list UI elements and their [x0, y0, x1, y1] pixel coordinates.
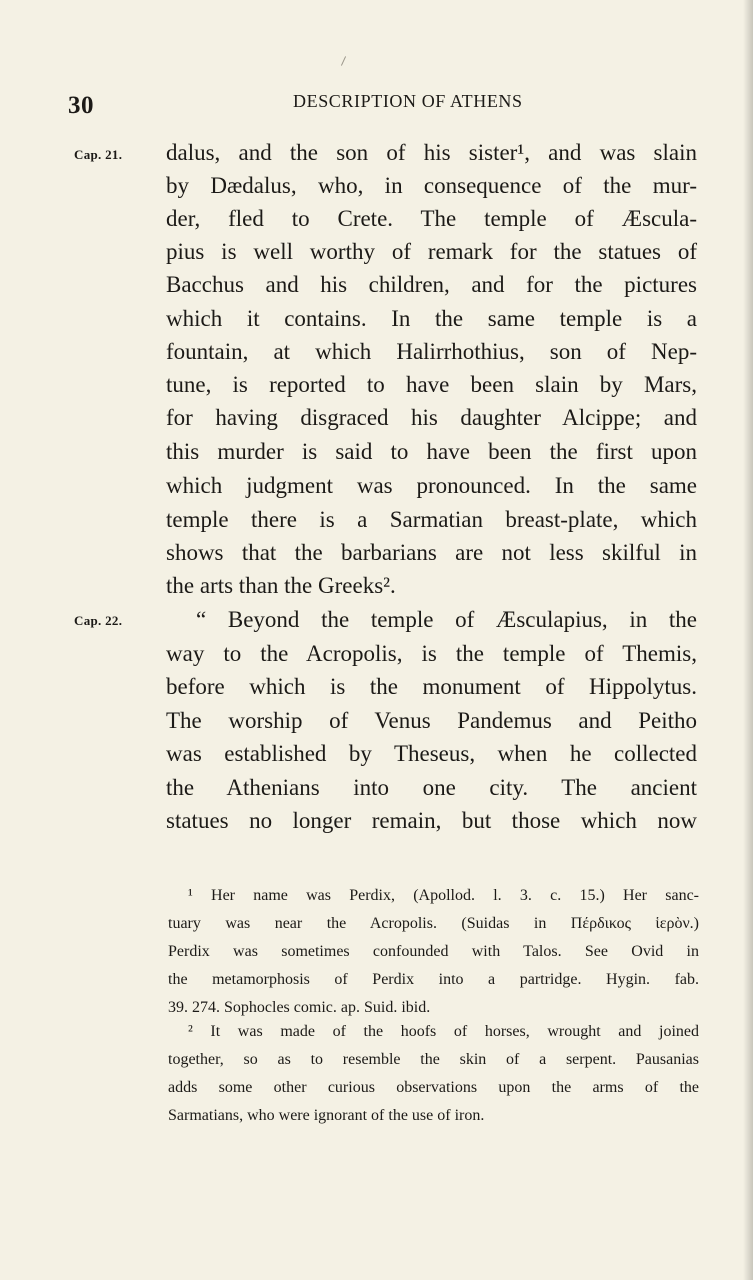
body-line: was established by Theseus, when he collected: [166, 741, 697, 766]
footnote-line: together, so as to resemble the skin of a serpent. Pausanias: [168, 1051, 699, 1068]
body-line: tune, is reported to have been slain by Mars,: [166, 372, 697, 397]
body-line: by Dædalus, who, in consequence of the mur-: [166, 173, 697, 198]
running-head: DESCRIPTION OF ATHENS: [293, 91, 523, 111]
body-line: which judgment was pronounced. In the same: [166, 473, 697, 498]
body-line: this murder is said to have been the first upon: [166, 439, 697, 464]
body-line: way to the Acropolis, is the temple of Themis,: [166, 641, 697, 666]
body-line: The worship of Venus Pandemus and Peitho: [166, 708, 697, 733]
body-line: dalus, and the son of his sister¹, and was slain: [166, 140, 697, 165]
body-line: shows that the barbarians are not less skilful in: [166, 540, 697, 565]
margin-note-cap-22: Cap. 22.: [74, 613, 123, 628]
body-line: the arts than the Greeks².: [166, 573, 396, 598]
body-line: Bacchus and his children, and for the pictures: [166, 272, 697, 297]
body-line: before which is the monument of Hippolytus.: [166, 674, 697, 699]
body-line: “ Beyond the temple of Æsculapius, in the: [196, 607, 697, 632]
body-line: the Athenians into one city. The ancient: [166, 775, 697, 800]
footnote-line: Sarmatians, who were ignorant of the use of iron.: [168, 1107, 485, 1124]
margin-note-cap-21: Cap. 21.: [74, 147, 123, 162]
body-line: pius is well worthy of remark for the statues of: [166, 239, 697, 264]
printer-mark: [341, 56, 346, 65]
body-line: statues no longer remain, but those which now: [166, 808, 697, 833]
footnote-line: the metamorphosis of Perdix into a partridge. Hygin. fab.: [168, 971, 699, 988]
footnote-line: ² It was made of the hoofs of horses, wrought and joined: [188, 1023, 699, 1040]
body-line: temple there is a Sarmatian breast-plate, which: [166, 507, 697, 532]
body-line: which it contains. In the same temple is a: [166, 306, 697, 331]
body-line: der, fled to Crete. The temple of Æscula-: [166, 206, 697, 231]
body-line: fountain, at which Halirrhothius, son of Nep-: [166, 339, 697, 364]
footnote-line: 39. 274. Sophocles comic. ap. Suid. ibid.: [168, 999, 431, 1016]
footnote-line: Perdix was sometimes confounded with Talos. See Ovid in: [168, 943, 699, 960]
body-line: for having disgraced his daughter Alcippe; and: [166, 405, 697, 430]
page-edge-shadow: [743, 0, 753, 1280]
footnote-line: ¹ Her name was Perdix, (Apollod. l. 3. c. 15.) Her sanc-: [188, 887, 699, 904]
footnote-line: tuary was near the Acropolis. (Suidas in Πέρδικος ἱερὸν.): [168, 915, 699, 932]
page-number: 30: [68, 92, 94, 119]
footnote-line: adds some other curious observations upon the arms of the: [168, 1079, 699, 1096]
